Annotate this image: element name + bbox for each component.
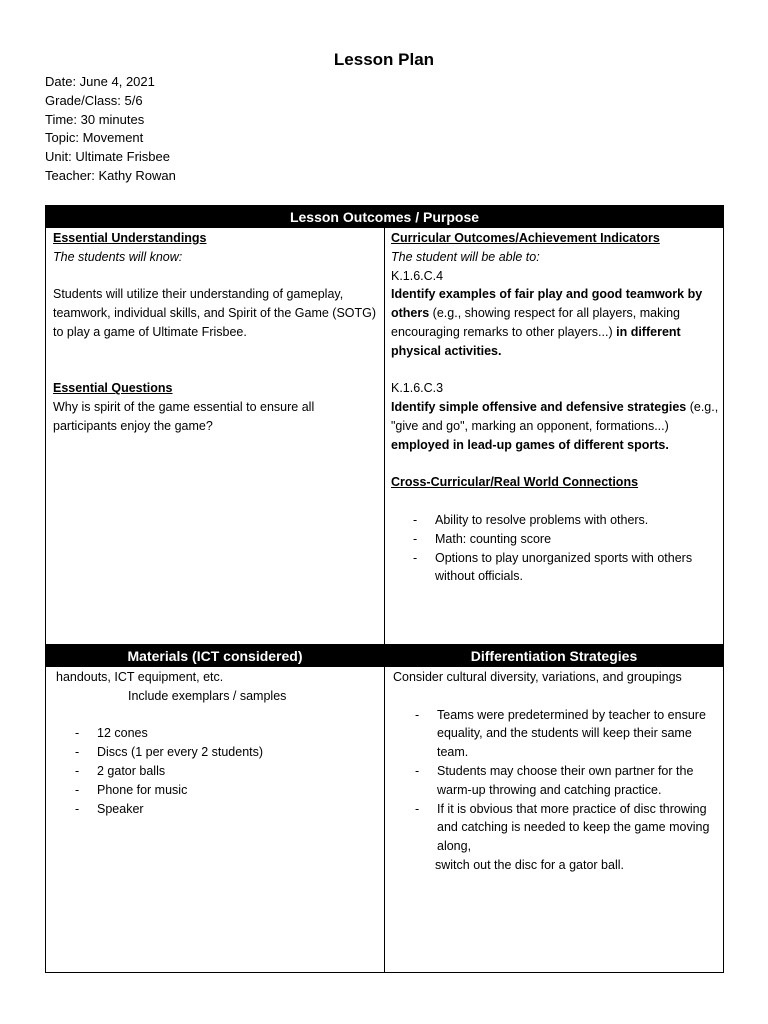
differentiation-header: Differentiation Strategies <box>385 645 723 667</box>
outcome-1: Identify examples of fair play and good teamwork by others (e.g., showing respect for all players, making encouraging remarks to other players...) in different physical activities. <box>391 287 703 358</box>
meta-topic: Topic: Movement <box>45 130 144 146</box>
meta-date: Date: June 4, 2021 <box>45 74 155 89</box>
list-item: - 12 cones <box>53 724 384 743</box>
co-heading: Curricular Outcomes/Achievement Indicators <box>391 231 660 245</box>
list-item: - Ability to resolve problems with others. <box>391 511 721 530</box>
cc-heading: Cross-Curricular/Real World Connections <box>391 475 639 490</box>
meta-teacher: Teacher: Kathy Rowan <box>45 167 176 183</box>
meta-time: Time: 30 minutes <box>45 111 145 127</box>
eq-heading: Essential Questions <box>53 381 173 396</box>
list-item: - Students may choose their own partner for the warm-up throwing and catching practice. <box>393 762 719 800</box>
diff-extra: switch out the disc for a gator ball. <box>435 857 624 872</box>
list-item: - Discs (1 per every 2 students) <box>53 743 384 762</box>
essential-understandings-cell <box>53 229 379 436</box>
page-title: Lesson Plan <box>333 50 435 69</box>
list-item: - Teams were predetermined by teacher to ensure equality, and the students will keep their same team. <box>393 706 719 762</box>
meta-grade: Grade/Class: 5/6 <box>45 92 143 108</box>
outcome-code-2: K.1.6.C.3 <box>391 381 444 396</box>
list-item: - Options to play unorganized sports with others without officials. <box>391 549 721 587</box>
lesson-table <box>45 205 724 973</box>
differentiation-cell <box>393 668 719 875</box>
diff-intro: Consider cultural diversity, variations, and groupings <box>393 670 682 684</box>
list-item: - Phone for music <box>53 781 384 800</box>
cc-list <box>391 511 721 586</box>
materials-cell <box>46 668 384 818</box>
eu-intro: The students will know: <box>53 249 183 264</box>
outcomes-header: Lesson Outcomes / Purpose <box>46 206 723 228</box>
list-item: - If it is obvious that more practice of disc throwing and catching is needed to keep the game moving along, <box>393 800 719 856</box>
diff-list <box>393 706 719 856</box>
list-item: - Speaker <box>53 800 384 819</box>
list-item: - Math: counting score <box>391 530 721 549</box>
materials-line2: Include exemplars / samples <box>128 688 287 703</box>
materials-list <box>53 724 384 818</box>
materials-line1: handouts, ICT equipment, etc. <box>56 670 224 684</box>
outcome-2: Identify simple offensive and defensive strategies (e.g., "give and go", marking an opponent, formations...) employed in lead-up games of different sports. <box>391 400 719 452</box>
materials-header: Materials (ICT considered) <box>46 645 384 667</box>
eu-heading: Essential Understandings <box>53 231 207 245</box>
co-intro: The student will be able to: <box>391 249 540 264</box>
meta-unit: Unit: Ultimate Frisbee <box>45 149 170 165</box>
eq-text: Why is spirit of the game essential to ensure all participants enjoy the game? <box>53 400 315 433</box>
lesson-meta <box>45 73 176 186</box>
outcome-code-1: K.1.6.C.4 <box>391 268 444 283</box>
eu-text: Students will utilize their understanding of gameplay, teamwork, individual skills, and Spirit of the Game (SOTG) to play a game of Ultimate Frisbee. <box>53 287 377 339</box>
list-item: - 2 gator balls <box>53 762 384 781</box>
curricular-outcomes-cell <box>391 229 721 586</box>
column-divider <box>384 228 385 973</box>
